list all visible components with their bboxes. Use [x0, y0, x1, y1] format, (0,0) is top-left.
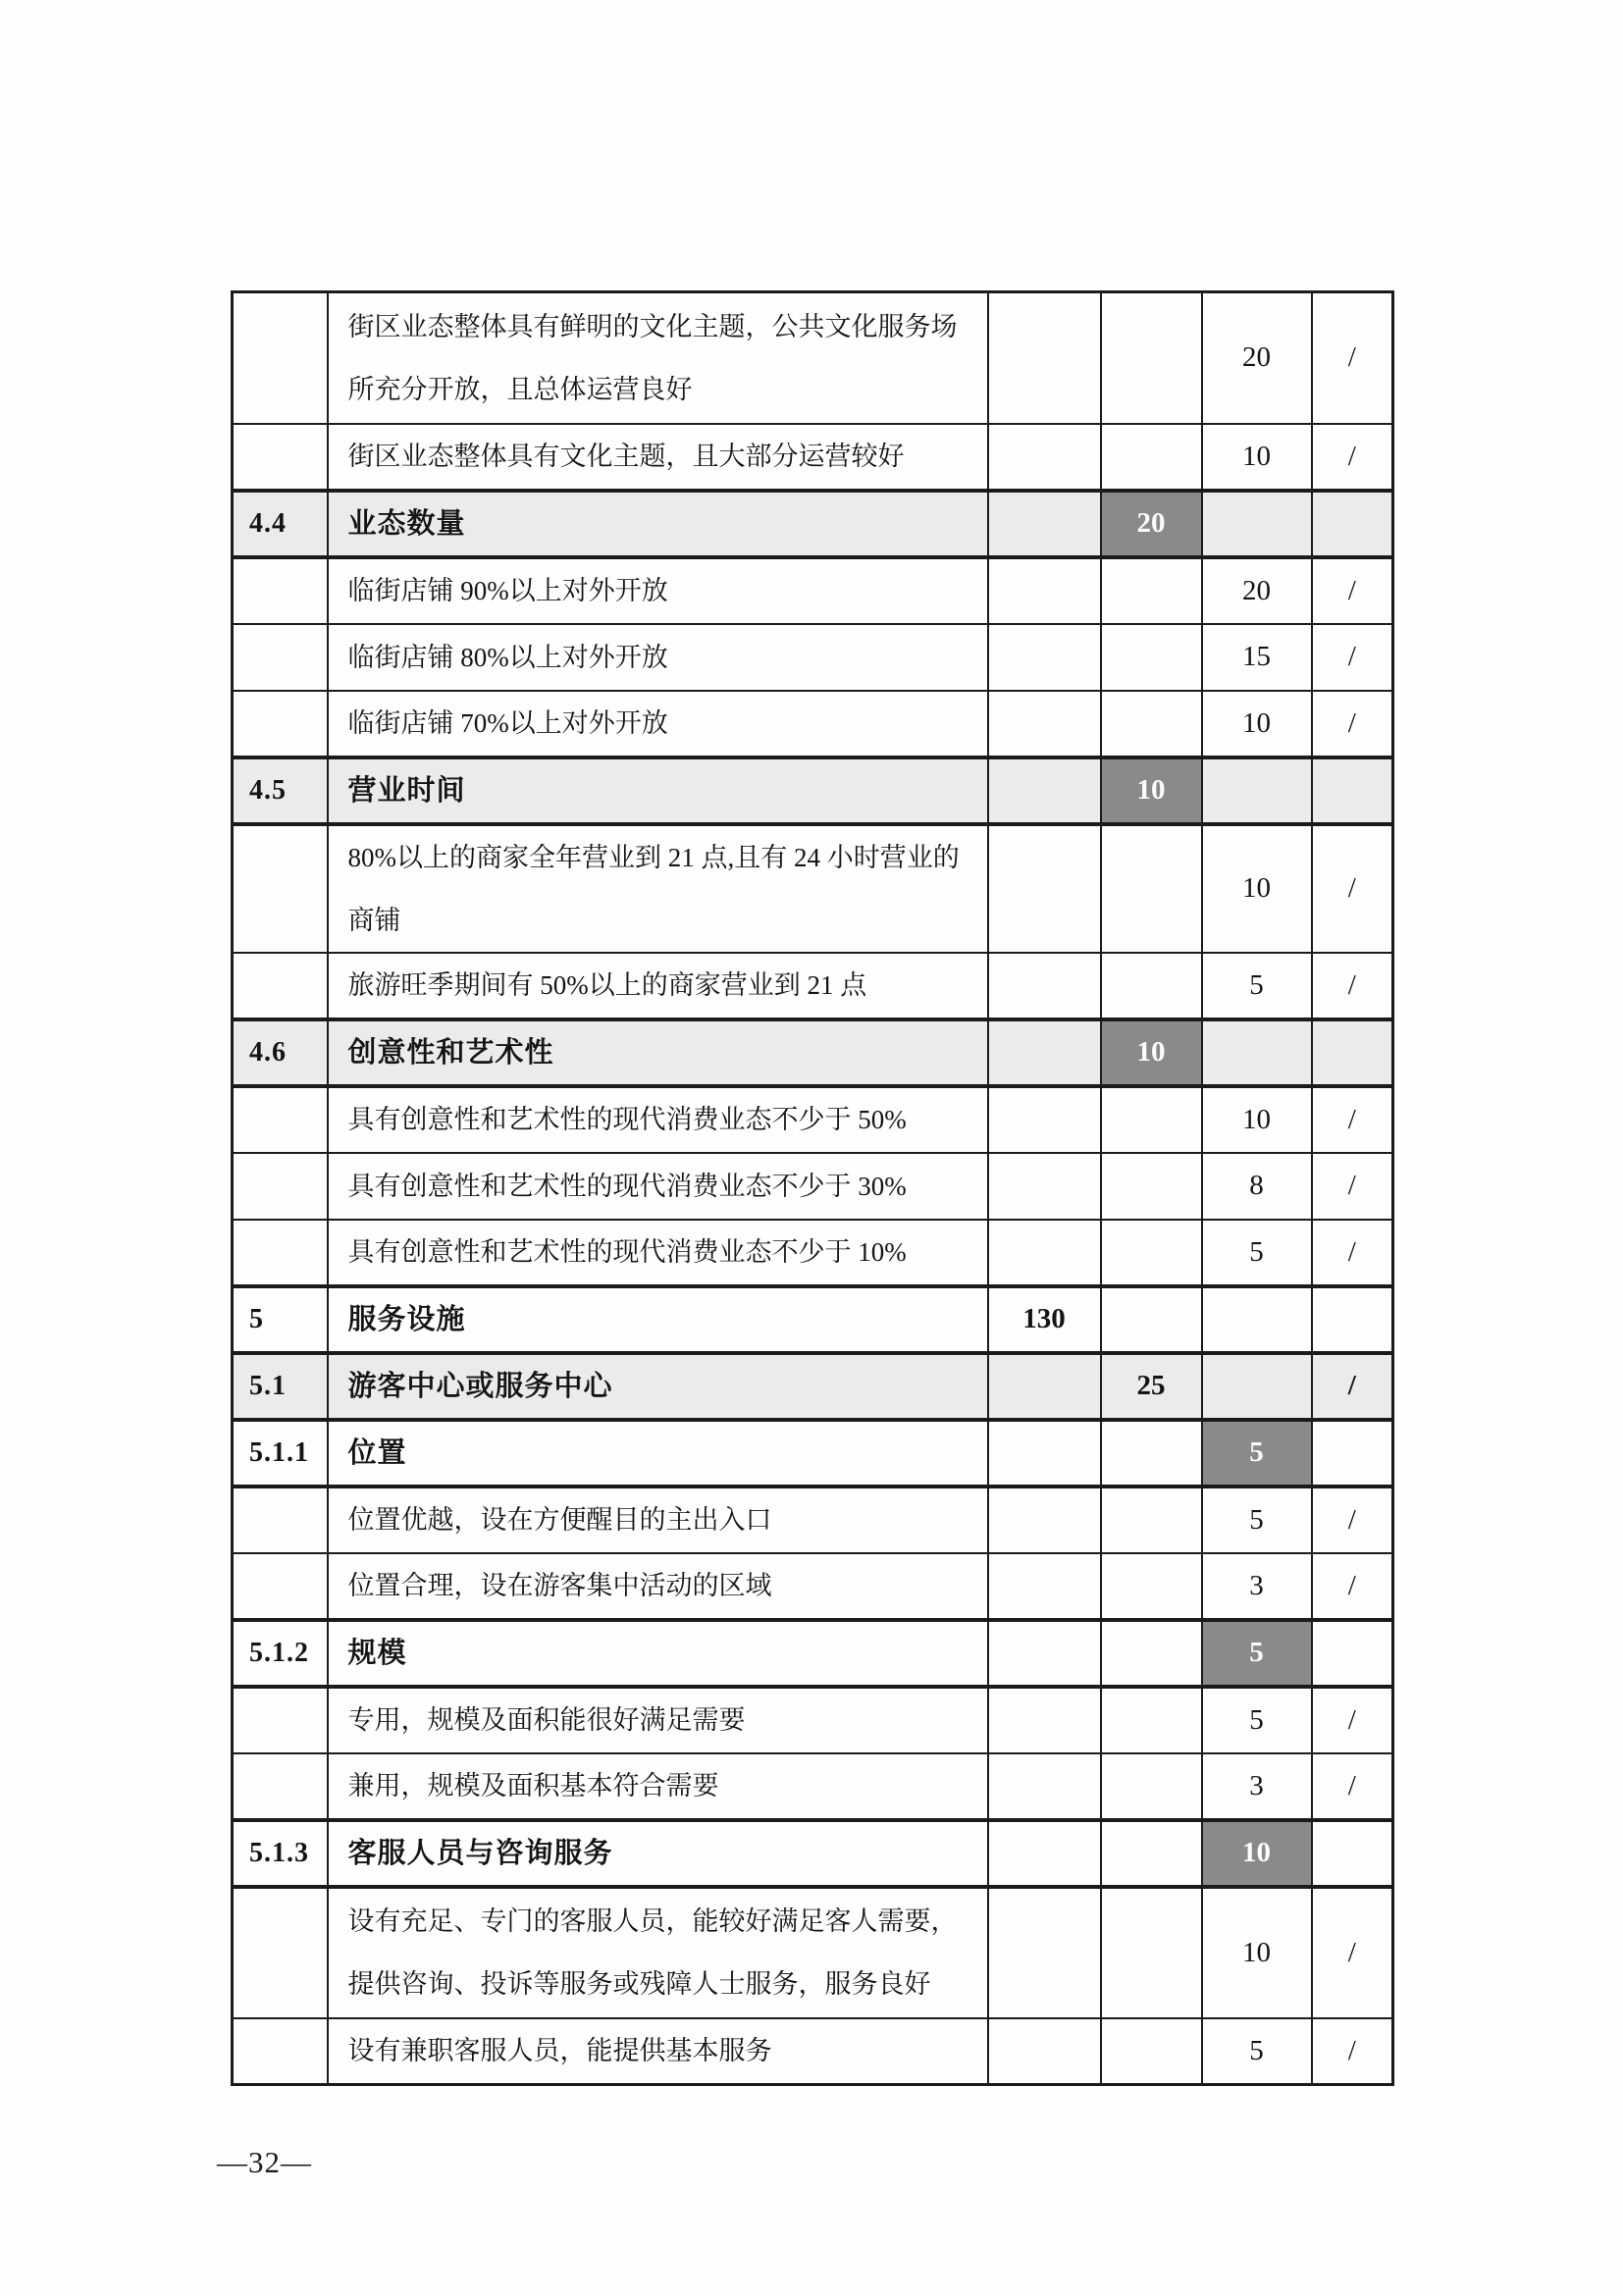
criteria-text-cell: 80%以上的商家全年营业到 21 点,且有 24 小时营业的商铺: [328, 824, 988, 953]
score-level1-cell: [988, 557, 1101, 624]
item-number-cell: [233, 1887, 328, 2018]
criteria-text-cell: 业态数量: [328, 491, 988, 557]
slash-mark-cell: /: [1312, 1753, 1393, 1820]
score-level2-cell: [1101, 1687, 1202, 1753]
score-value-cell: 5: [1202, 953, 1312, 1019]
score-value-cell: 5: [1202, 1420, 1312, 1487]
table-row: [233, 1420, 1393, 1487]
criteria-text-cell: 具有创意性和艺术性的现代消费业态不少于 30%: [328, 1153, 988, 1220]
score-level1-cell: [988, 757, 1101, 824]
score-level1-cell: [988, 1019, 1101, 1086]
score-value-cell: 10: [1202, 691, 1312, 757]
score-level2-cell: [1101, 557, 1202, 624]
table-row: [233, 1353, 1393, 1420]
item-number-cell: [233, 2018, 328, 2085]
criteria-text-cell: 创意性和艺术性: [328, 1019, 988, 1086]
slash-mark-cell: /: [1312, 1153, 1393, 1220]
table-row: [233, 1887, 1393, 2018]
item-number-cell: [233, 1153, 328, 1220]
criteria-text-cell: 具有创意性和艺术性的现代消费业态不少于 50%: [328, 1086, 988, 1153]
score-value-cell: 5: [1202, 1487, 1312, 1553]
slash-mark-cell: /: [1312, 824, 1393, 953]
table-row: [233, 1220, 1393, 1286]
criteria-text-cell: 设有充足、专门的客服人员，能较好满足客人需要，提供咨询、投诉等服务或残障人士服务，服务良好: [328, 1887, 988, 2018]
item-number-cell: [233, 424, 328, 491]
slash-mark-cell: /: [1312, 1086, 1393, 1153]
item-number-cell: 5.1.3: [233, 1820, 328, 1887]
criteria-text-cell: 具有创意性和艺术性的现代消费业态不少于 10%: [328, 1220, 988, 1286]
score-level2-cell: [1101, 2018, 1202, 2085]
table-row: [233, 1820, 1393, 1887]
score-level1-cell: [988, 1620, 1101, 1687]
score-value-cell: [1202, 757, 1312, 824]
score-level2-cell: [1101, 691, 1202, 757]
score-level2-cell: [1101, 1420, 1202, 1487]
slash-mark-cell: /: [1312, 1553, 1393, 1620]
score-level2-cell: 10: [1101, 757, 1202, 824]
score-level2-cell: [1101, 1220, 1202, 1286]
table-row: [233, 557, 1393, 624]
table-row: [233, 624, 1393, 691]
criteria-text-cell: 营业时间: [328, 757, 988, 824]
score-value-cell: [1202, 491, 1312, 557]
score-level2-cell: [1101, 1620, 1202, 1687]
score-value-cell: 10: [1202, 1887, 1312, 2018]
score-level1-cell: [988, 1553, 1101, 1620]
score-value-cell: 15: [1202, 624, 1312, 691]
score-level1-cell: [988, 1153, 1101, 1220]
score-value-cell: 10: [1202, 424, 1312, 491]
slash-mark-cell: /: [1312, 557, 1393, 624]
item-number-cell: 5.1.2: [233, 1620, 328, 1687]
item-number-cell: [233, 1753, 328, 1820]
score-level2-cell: [1101, 1487, 1202, 1553]
score-level1-cell: [988, 1487, 1101, 1553]
item-number-cell: [233, 292, 328, 424]
table-row: [233, 1553, 1393, 1620]
slash-mark-cell: /: [1312, 2018, 1393, 2085]
criteria-text-cell: 位置优越，设在方便醒目的主出入口: [328, 1487, 988, 1553]
criteria-text-cell: 专用，规模及面积能很好满足需要: [328, 1687, 988, 1753]
criteria-text-cell: 服务设施: [328, 1286, 988, 1353]
table-row: [233, 953, 1393, 1019]
slash-mark-cell: /: [1312, 1687, 1393, 1753]
table-row: [233, 1086, 1393, 1153]
item-number-cell: [233, 1687, 328, 1753]
table-row: [233, 1019, 1393, 1086]
score-value-cell: 20: [1202, 557, 1312, 624]
score-level2-cell: 20: [1101, 491, 1202, 557]
criteria-text-cell: 游客中心或服务中心: [328, 1353, 988, 1420]
table-row: [233, 491, 1393, 557]
score-level1-cell: [988, 1687, 1101, 1753]
score-level2-cell: 10: [1101, 1019, 1202, 1086]
slash-mark-cell: [1312, 1420, 1393, 1487]
score-value-cell: 3: [1202, 1553, 1312, 1620]
slash-mark-cell: /: [1312, 424, 1393, 491]
table-row: [233, 1753, 1393, 1820]
item-number-cell: [233, 824, 328, 953]
slash-mark-cell: /: [1312, 1487, 1393, 1553]
table-row: [233, 1153, 1393, 1220]
table-row: [233, 2018, 1393, 2085]
criteria-text-cell: 规模: [328, 1620, 988, 1687]
score-level2-cell: [1101, 1887, 1202, 2018]
item-number-cell: 4.6: [233, 1019, 328, 1086]
table-row: [233, 1687, 1393, 1753]
score-level2-cell: [1101, 1753, 1202, 1820]
criteria-text-cell: 位置合理，设在游客集中活动的区域: [328, 1553, 988, 1620]
criteria-text-cell: 街区业态整体具有文化主题，且大部分运营较好: [328, 424, 988, 491]
criteria-text-cell: 兼用，规模及面积基本符合需要: [328, 1753, 988, 1820]
score-level1-cell: [988, 1753, 1101, 1820]
score-level2-cell: [1101, 292, 1202, 424]
score-level1-cell: 130: [988, 1286, 1101, 1353]
score-level1-cell: [988, 1820, 1101, 1887]
score-value-cell: 10: [1202, 824, 1312, 953]
criteria-text-cell: 旅游旺季期间有 50%以上的商家营业到 21 点: [328, 953, 988, 1019]
item-number-cell: [233, 1086, 328, 1153]
score-level2-cell: [1101, 953, 1202, 1019]
item-number-cell: 5.1: [233, 1353, 328, 1420]
criteria-text-cell: 临街店铺 80%以上对外开放: [328, 624, 988, 691]
item-number-cell: [233, 953, 328, 1019]
page-number: —32—: [217, 2145, 312, 2179]
score-value-cell: 10: [1202, 1086, 1312, 1153]
table-row: [233, 1620, 1393, 1687]
item-number-cell: 5: [233, 1286, 328, 1353]
score-level2-cell: [1101, 1820, 1202, 1887]
slash-mark-cell: [1312, 1019, 1393, 1086]
item-number-cell: [233, 1487, 328, 1553]
score-level2-cell: [1101, 624, 1202, 691]
score-level1-cell: [988, 292, 1101, 424]
criteria-text-cell: 客服人员与咨询服务: [328, 1820, 988, 1887]
item-number-cell: [233, 1553, 328, 1620]
criteria-text-cell: 设有兼职客服人员，能提供基本服务: [328, 2018, 988, 2085]
score-level1-cell: [988, 491, 1101, 557]
slash-mark-cell: /: [1312, 953, 1393, 1019]
slash-mark-cell: [1312, 1820, 1393, 1887]
slash-mark-cell: [1312, 757, 1393, 824]
score-value-cell: 5: [1202, 2018, 1312, 2085]
criteria-text-cell: 位置: [328, 1420, 988, 1487]
score-level2-cell: 25: [1101, 1353, 1202, 1420]
score-level1-cell: [988, 691, 1101, 757]
slash-mark-cell: [1312, 1620, 1393, 1687]
table-row: [233, 292, 1393, 424]
score-level2-cell: [1101, 1286, 1202, 1353]
table-row: [233, 757, 1393, 824]
evaluation-score-table: [231, 290, 1394, 2086]
slash-mark-cell: /: [1312, 1353, 1393, 1420]
score-value-cell: 10: [1202, 1820, 1312, 1887]
score-table-body: [233, 292, 1393, 2085]
slash-mark-cell: [1312, 491, 1393, 557]
score-value-cell: [1202, 1353, 1312, 1420]
item-number-cell: [233, 557, 328, 624]
criteria-text-cell: 临街店铺 70%以上对外开放: [328, 691, 988, 757]
score-level1-cell: [988, 953, 1101, 1019]
table-row: [233, 1286, 1393, 1353]
score-level1-cell: [988, 424, 1101, 491]
score-level2-cell: [1101, 424, 1202, 491]
item-number-cell: 4.4: [233, 491, 328, 557]
score-level1-cell: [988, 1887, 1101, 2018]
item-number-cell: [233, 1220, 328, 1286]
table-row: [233, 691, 1393, 757]
score-level1-cell: [988, 824, 1101, 953]
item-number-cell: 4.5: [233, 757, 328, 824]
score-value-cell: 5: [1202, 1620, 1312, 1687]
score-level1-cell: [988, 1420, 1101, 1487]
table-row: [233, 824, 1393, 953]
score-value-cell: 5: [1202, 1220, 1312, 1286]
score-level1-cell: [988, 1353, 1101, 1420]
score-value-cell: 3: [1202, 1753, 1312, 1820]
score-level2-cell: [1101, 1553, 1202, 1620]
score-level2-cell: [1101, 1086, 1202, 1153]
slash-mark-cell: [1312, 1286, 1393, 1353]
score-value-cell: 20: [1202, 292, 1312, 424]
criteria-text-cell: 街区业态整体具有鲜明的文化主题，公共文化服务场所充分开放，且总体运营良好: [328, 292, 988, 424]
score-level2-cell: [1101, 824, 1202, 953]
table-row: [233, 424, 1393, 491]
item-number-cell: 5.1.1: [233, 1420, 328, 1487]
slash-mark-cell: /: [1312, 691, 1393, 757]
slash-mark-cell: /: [1312, 1887, 1393, 2018]
score-level1-cell: [988, 1086, 1101, 1153]
score-value-cell: [1202, 1019, 1312, 1086]
score-value-cell: [1202, 1286, 1312, 1353]
slash-mark-cell: /: [1312, 624, 1393, 691]
item-number-cell: [233, 691, 328, 757]
score-level1-cell: [988, 1220, 1101, 1286]
score-level2-cell: [1101, 1153, 1202, 1220]
slash-mark-cell: /: [1312, 1220, 1393, 1286]
table-row: [233, 1487, 1393, 1553]
score-value-cell: 8: [1202, 1153, 1312, 1220]
score-level1-cell: [988, 624, 1101, 691]
item-number-cell: [233, 624, 328, 691]
slash-mark-cell: /: [1312, 292, 1393, 424]
score-value-cell: 5: [1202, 1687, 1312, 1753]
criteria-text-cell: 临街店铺 90%以上对外开放: [328, 557, 988, 624]
score-level1-cell: [988, 2018, 1101, 2085]
